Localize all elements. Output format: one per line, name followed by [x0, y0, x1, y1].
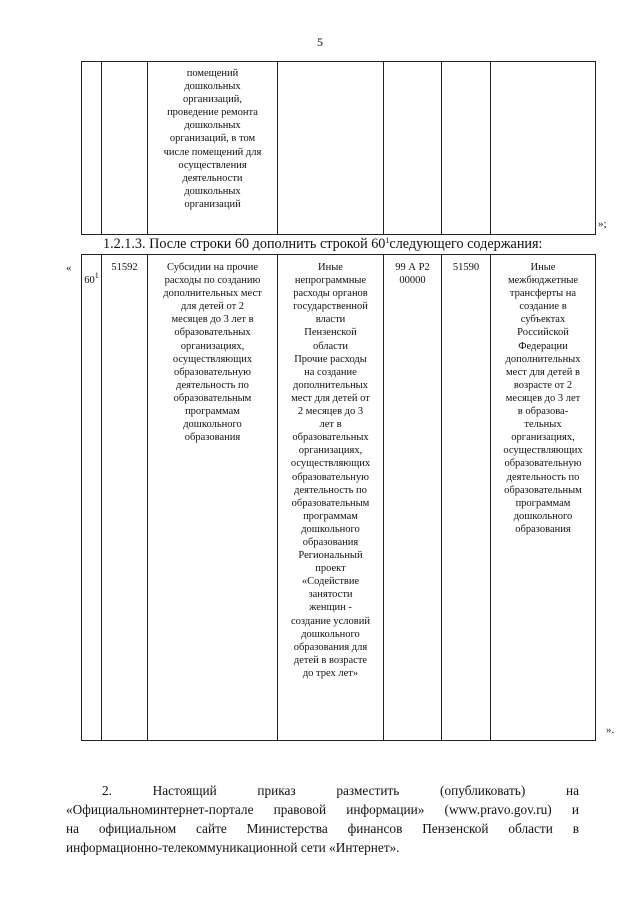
- table-cell-target-code: [383, 61, 442, 235]
- section-heading-suffix: следующего содержания:: [389, 236, 543, 252]
- paragraph-line-1: 2. Настоящий приказ разместить (опубликовать) на: [102, 783, 579, 798]
- table-cell-description: [147, 61, 278, 235]
- paragraph-line-3: на официальном сайте Министерства финансов Пензенской области в: [66, 821, 579, 836]
- table-cell-program: [277, 61, 384, 235]
- paragraph-publication: [66, 782, 579, 862]
- table-cell-program: [277, 254, 384, 741]
- table-cell-description: [147, 254, 278, 741]
- paragraph-line-4: информационно-телекоммуникационной сети «Интернет».: [66, 840, 400, 855]
- closing-quote-bottom: ».: [606, 724, 615, 736]
- opening-quote: «: [66, 262, 72, 274]
- row-number-sup: 1: [94, 271, 99, 281]
- section-heading-prefix: 1.2.1.3. После строки 60 дополнить строкой 60: [103, 236, 386, 252]
- table-cell-code: [101, 61, 148, 235]
- table-cell-description-text: помещений дошкольных организаций, проведение ремонта дошкольных организаций, в том числе помещений для осуществления деятельности дошкольных организаций: [163, 68, 262, 210]
- table-cell-number: [81, 61, 102, 235]
- row-code: 51592: [111, 262, 138, 273]
- table-cell-code-2: [441, 61, 491, 235]
- closing-quote-top: »;: [598, 218, 607, 230]
- table-cell-number: [81, 254, 102, 741]
- table-cell-target-code: [383, 254, 442, 741]
- table-cell-code-2: [441, 254, 491, 741]
- section-heading: [103, 236, 542, 253]
- row-number-text: 60: [84, 275, 95, 287]
- row-number: [82, 261, 101, 287]
- table-cell-transfer: [490, 254, 596, 741]
- row-transfer: Иные межбюджетные трансферты на создание в субъектах Российской Федерации дополнительных мест для детей в возрасте от 2 месяцев до 3 лет в образова- тельных организациях, осуществляющих образовательную деятельность по образовательным программам дошкольного образования: [503, 262, 583, 535]
- page-number: 5: [317, 35, 323, 49]
- table-cell-transfer: [490, 61, 596, 235]
- row-program: Иные непрограммные расходы органов государственной власти Пензенской области Прочие расходы на создание дополнительных мест для детей от 2 месяцев до 3 лет в образовательных организациях, осуществляющих образовательную деятельность по образовательным программам дошкольного образования Региональный проект «Содействие занятости женщин - создание условий дошкольного образования для детей в возрасте до трех лет»: [290, 262, 371, 679]
- paragraph-line-2: «Официальноминтернет-портале правовой информации» (www.pravo.gov.ru) и: [66, 802, 579, 817]
- row-code-2: 51590: [452, 262, 480, 273]
- row-target-code: 99 А Р2 00000: [395, 262, 430, 287]
- section-heading-sup: 1: [385, 236, 390, 245]
- row-description: Субсидии на прочие расходы по созданию дополнительных мест для детей от 2 месяцев до 3 лет в образовательных организациях, осуществляющих образовательную деятельность по образовательным программам дошкольного образования: [163, 262, 262, 444]
- table-cell-code: [101, 254, 148, 741]
